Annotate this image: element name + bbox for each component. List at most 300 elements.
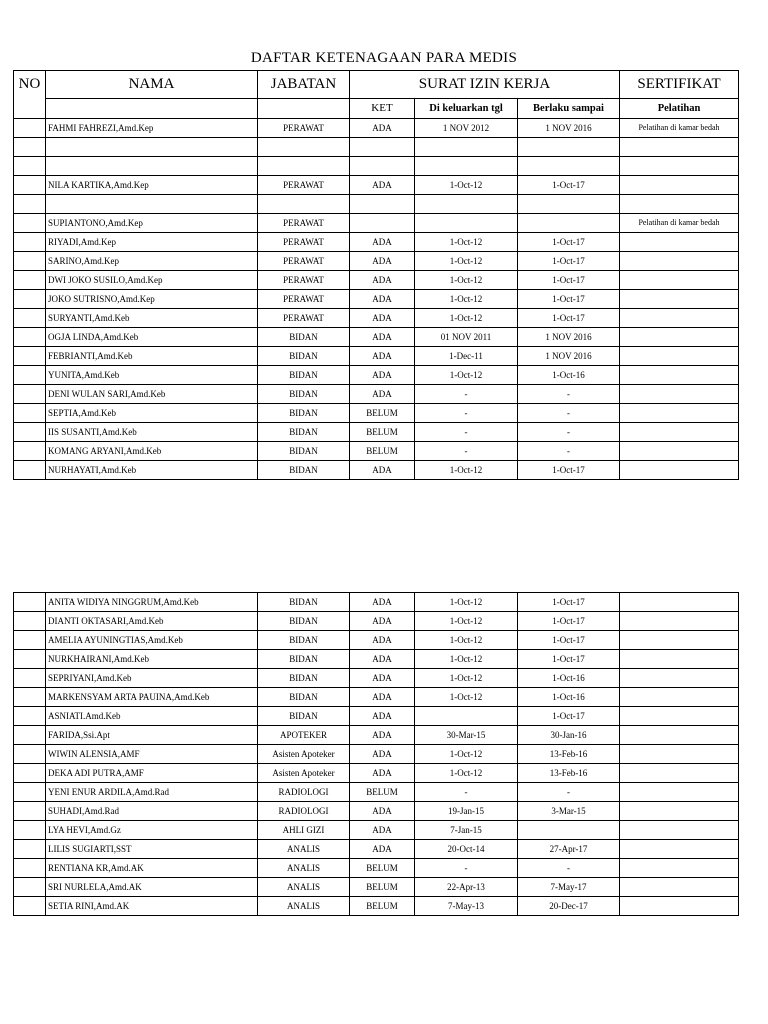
cell-berlaku: 27-Apr-17 xyxy=(518,840,620,859)
cell-dikeluarkan: 1-Oct-12 xyxy=(415,650,518,669)
table-row xyxy=(14,309,739,328)
cell-ket: ADA xyxy=(350,328,415,347)
cell-ket: ADA xyxy=(350,252,415,271)
cell-dikeluarkan: 7-Jan-15 xyxy=(415,821,518,840)
cell-sertifikat xyxy=(620,271,739,290)
cell-nama: SEPTIA,Amd.Keb xyxy=(46,404,258,423)
cell-nama: SEPRIYANI,Amd.Keb xyxy=(46,669,258,688)
cell-ket: ADA xyxy=(350,764,415,783)
table-row xyxy=(14,650,739,669)
cell-sertifikat xyxy=(620,328,739,347)
table-row xyxy=(14,404,739,423)
cell-ket: ADA xyxy=(350,271,415,290)
cell-berlaku xyxy=(518,157,620,176)
cell-berlaku: 1 NOV 2016 xyxy=(518,328,620,347)
cell-nama xyxy=(46,138,258,157)
cell-no xyxy=(14,764,46,783)
cell-berlaku xyxy=(518,195,620,214)
cell-nama: FAHMI FAHREZI,Amd.Kep xyxy=(46,119,258,138)
header-row-sub xyxy=(14,99,739,119)
cell-jabatan: BIDAN xyxy=(258,385,350,404)
cell-ket: ADA xyxy=(350,821,415,840)
cell-ket: ADA xyxy=(350,347,415,366)
cell-berlaku: 1-Oct-17 xyxy=(518,461,620,480)
table-row xyxy=(14,878,739,897)
table-row xyxy=(14,688,739,707)
cell-berlaku: 7-May-17 xyxy=(518,878,620,897)
cell-ket: ADA xyxy=(350,366,415,385)
cell-sertifikat xyxy=(620,897,739,916)
cell-jabatan: PERAWAT xyxy=(258,176,350,195)
cell-berlaku: - xyxy=(518,783,620,802)
cell-sertifikat xyxy=(620,783,739,802)
cell-sertifikat xyxy=(620,840,739,859)
cell-dikeluarkan: 1-Oct-12 xyxy=(415,252,518,271)
cell-nama: DEKA ADI PUTRA,AMF xyxy=(46,764,258,783)
cell-jabatan xyxy=(258,195,350,214)
cell-no xyxy=(14,897,46,916)
cell-ket: ADA xyxy=(350,593,415,612)
cell-jabatan: PERAWAT xyxy=(258,214,350,233)
cell-berlaku: 1-Oct-17 xyxy=(518,252,620,271)
header-row-main xyxy=(14,71,739,99)
table-row xyxy=(14,745,739,764)
header-berlaku: Berlaku sampai xyxy=(518,99,620,119)
header-nama: NAMA xyxy=(46,71,258,99)
cell-dikeluarkan: 01 NOV 2011 xyxy=(415,328,518,347)
cell-berlaku: 1-Oct-17 xyxy=(518,233,620,252)
cell-berlaku: 20-Dec-17 xyxy=(518,897,620,916)
cell-jabatan: BIDAN xyxy=(258,650,350,669)
cell-nama: SARINO,Amd.Kep xyxy=(46,252,258,271)
cell-no xyxy=(14,650,46,669)
cell-sertifikat xyxy=(620,442,739,461)
table-row xyxy=(14,157,739,176)
cell-no xyxy=(14,119,46,138)
cell-nama: SUHADI,Amd.Rad xyxy=(46,802,258,821)
cell-nama: YENI ENUR ARDILA,Amd.Rad xyxy=(46,783,258,802)
cell-berlaku: 1-Oct-17 xyxy=(518,290,620,309)
cell-dikeluarkan: - xyxy=(415,783,518,802)
cell-no xyxy=(14,669,46,688)
table-row xyxy=(14,461,739,480)
cell-sertifikat xyxy=(620,309,739,328)
cell-sertifikat xyxy=(620,385,739,404)
cell-no xyxy=(14,593,46,612)
cell-no xyxy=(14,631,46,650)
cell-no xyxy=(14,423,46,442)
cell-ket xyxy=(350,138,415,157)
cell-jabatan: PERAWAT xyxy=(258,271,350,290)
table-row xyxy=(14,726,739,745)
cell-ket: BELUM xyxy=(350,897,415,916)
cell-no xyxy=(14,707,46,726)
table-row xyxy=(14,328,739,347)
cell-jabatan: Asisten Apoteker xyxy=(258,764,350,783)
cell-sertifikat xyxy=(620,802,739,821)
cell-jabatan: PERAWAT xyxy=(258,119,350,138)
cell-dikeluarkan: - xyxy=(415,859,518,878)
cell-jabatan: BIDAN xyxy=(258,461,350,480)
cell-jabatan: BIDAN xyxy=(258,442,350,461)
cell-berlaku: 1 NOV 2016 xyxy=(518,347,620,366)
cell-ket: BELUM xyxy=(350,859,415,878)
cell-sertifikat: Pelatihan di kamar bedah xyxy=(620,214,739,233)
cell-berlaku: 1-Oct-17 xyxy=(518,707,620,726)
cell-nama: MARKENSYAM ARTA PAUINA,Amd.Keb xyxy=(46,688,258,707)
cell-no xyxy=(14,347,46,366)
cell-nama: WIWIN ALENSIA,AMF xyxy=(46,745,258,764)
cell-jabatan: PERAWAT xyxy=(258,290,350,309)
cell-berlaku: 1-Oct-17 xyxy=(518,271,620,290)
cell-nama: AMELIA AYUNINGTIAS,Amd.Keb xyxy=(46,631,258,650)
cell-dikeluarkan: 1 NOV 2012 xyxy=(415,119,518,138)
cell-sertifikat xyxy=(620,669,739,688)
table-row xyxy=(14,669,739,688)
cell-no xyxy=(14,840,46,859)
cell-ket: ADA xyxy=(350,840,415,859)
cell-jabatan: Asisten Apoteker xyxy=(258,745,350,764)
cell-sertifikat xyxy=(620,631,739,650)
cell-sertifikat xyxy=(620,821,739,840)
cell-ket: ADA xyxy=(350,631,415,650)
table-row xyxy=(14,119,739,138)
cell-no xyxy=(14,290,46,309)
cell-sertifikat xyxy=(620,593,739,612)
table-row xyxy=(14,442,739,461)
table-row xyxy=(14,385,739,404)
cell-ket: ADA xyxy=(350,650,415,669)
cell-dikeluarkan: - xyxy=(415,442,518,461)
cell-jabatan: APOTEKER xyxy=(258,726,350,745)
cell-ket xyxy=(350,157,415,176)
cell-sertifikat xyxy=(620,859,739,878)
cell-no xyxy=(14,271,46,290)
cell-no xyxy=(14,745,46,764)
cell-sertifikat xyxy=(620,612,739,631)
table-body-bottom xyxy=(14,593,739,916)
cell-nama: IIS SUSANTI,Amd.Keb xyxy=(46,423,258,442)
staff-table-bottom xyxy=(13,592,739,916)
cell-dikeluarkan: 1-Oct-12 xyxy=(415,366,518,385)
cell-berlaku: 1-Oct-16 xyxy=(518,669,620,688)
cell-no xyxy=(14,859,46,878)
cell-nama: FARIDA,Ssi.Apt xyxy=(46,726,258,745)
header-surat-izin-kerja: SURAT IZIN KERJA xyxy=(350,71,620,99)
cell-ket: BELUM xyxy=(350,878,415,897)
cell-sertifikat xyxy=(620,290,739,309)
cell-ket: ADA xyxy=(350,612,415,631)
cell-berlaku: 13-Feb-16 xyxy=(518,764,620,783)
cell-dikeluarkan: 1-Oct-12 xyxy=(415,271,518,290)
cell-ket: BELUM xyxy=(350,783,415,802)
cell-dikeluarkan: 22-Apr-13 xyxy=(415,878,518,897)
table-row xyxy=(14,859,739,878)
cell-dikeluarkan: 1-Oct-12 xyxy=(415,233,518,252)
cell-berlaku: - xyxy=(518,404,620,423)
cell-ket: ADA xyxy=(350,669,415,688)
cell-sertifikat xyxy=(620,707,739,726)
cell-nama: FEBRIANTI,Amd.Keb xyxy=(46,347,258,366)
cell-sertifikat xyxy=(620,157,739,176)
cell-nama: DENI WULAN SARI,Amd.Keb xyxy=(46,385,258,404)
table-row xyxy=(14,176,739,195)
cell-ket: ADA xyxy=(350,461,415,480)
cell-jabatan: BIDAN xyxy=(258,404,350,423)
cell-nama: SRI NURLELA,Amd.AK xyxy=(46,878,258,897)
cell-dikeluarkan: - xyxy=(415,404,518,423)
cell-nama: SETIA RINI,Amd.AK xyxy=(46,897,258,916)
cell-ket: ADA xyxy=(350,385,415,404)
cell-dikeluarkan: 1-Oct-12 xyxy=(415,669,518,688)
table-row xyxy=(14,290,739,309)
cell-no xyxy=(14,214,46,233)
cell-berlaku: 3-Mar-15 xyxy=(518,802,620,821)
cell-sertifikat xyxy=(620,366,739,385)
cell-no xyxy=(14,802,46,821)
cell-jabatan: PERAWAT xyxy=(258,252,350,271)
cell-dikeluarkan: - xyxy=(415,423,518,442)
cell-dikeluarkan xyxy=(415,214,518,233)
cell-no xyxy=(14,442,46,461)
cell-dikeluarkan: 30-Mar-15 xyxy=(415,726,518,745)
cell-dikeluarkan: 1-Oct-12 xyxy=(415,461,518,480)
cell-jabatan: ANALIS xyxy=(258,840,350,859)
cell-dikeluarkan: 7-May-13 xyxy=(415,897,518,916)
cell-nama: RIYADI,Amd.Kep xyxy=(46,233,258,252)
cell-nama: OGJA LINDA,Amd.Keb xyxy=(46,328,258,347)
cell-dikeluarkan xyxy=(415,195,518,214)
header-jabatan: JABATAN xyxy=(258,71,350,99)
table-row xyxy=(14,593,739,612)
cell-nama: YUNITA,Amd.Keb xyxy=(46,366,258,385)
table-row xyxy=(14,631,739,650)
header-dikeluarkan: Di keluarkan tgl xyxy=(415,99,518,119)
cell-jabatan: BIDAN xyxy=(258,328,350,347)
cell-sertifikat xyxy=(620,650,739,669)
cell-nama: NURHAYATI,Amd.Keb xyxy=(46,461,258,480)
cell-sertifikat xyxy=(620,423,739,442)
cell-no xyxy=(14,138,46,157)
cell-nama: RENTIANA KR,Amd.AK xyxy=(46,859,258,878)
cell-sertifikat xyxy=(620,764,739,783)
cell-nama: LILIS SUGIARTI,SST xyxy=(46,840,258,859)
cell-sertifikat xyxy=(620,233,739,252)
cell-berlaku: 30-Jan-16 xyxy=(518,726,620,745)
cell-sertifikat xyxy=(620,878,739,897)
cell-jabatan: AHLI GIZI xyxy=(258,821,350,840)
cell-ket: ADA xyxy=(350,688,415,707)
cell-berlaku: 1-Oct-17 xyxy=(518,650,620,669)
cell-ket: BELUM xyxy=(350,423,415,442)
cell-dikeluarkan: 1-Oct-12 xyxy=(415,176,518,195)
cell-jabatan: BIDAN xyxy=(258,669,350,688)
cell-jabatan: BIDAN xyxy=(258,631,350,650)
cell-no xyxy=(14,783,46,802)
cell-nama: JOKO SUTRISNO,Amd.Kep xyxy=(46,290,258,309)
cell-ket: ADA xyxy=(350,707,415,726)
cell-sertifikat: Pelatihan di kamar bedah xyxy=(620,119,739,138)
cell-dikeluarkan: - xyxy=(415,385,518,404)
cell-jabatan: BIDAN xyxy=(258,366,350,385)
cell-no xyxy=(14,309,46,328)
table-row xyxy=(14,423,739,442)
cell-ket: ADA xyxy=(350,802,415,821)
cell-no xyxy=(14,878,46,897)
cell-no xyxy=(14,328,46,347)
cell-no xyxy=(14,726,46,745)
cell-nama: LYA HEVI,Amd.Gz xyxy=(46,821,258,840)
table-row xyxy=(14,840,739,859)
cell-jabatan: BIDAN xyxy=(258,707,350,726)
cell-dikeluarkan: 1-Oct-12 xyxy=(415,631,518,650)
cell-berlaku: - xyxy=(518,385,620,404)
cell-berlaku xyxy=(518,138,620,157)
cell-jabatan: BIDAN xyxy=(258,688,350,707)
cell-no xyxy=(14,233,46,252)
cell-nama: SUPIANTONO,Amd.Kep xyxy=(46,214,258,233)
table-row xyxy=(14,233,739,252)
cell-sertifikat xyxy=(620,252,739,271)
cell-berlaku: 1-Oct-17 xyxy=(518,593,620,612)
cell-sertifikat xyxy=(620,176,739,195)
header-pelatihan: Pelatihan xyxy=(620,99,739,119)
cell-jabatan: ANALIS xyxy=(258,897,350,916)
cell-jabatan: RADIOLOGI xyxy=(258,802,350,821)
cell-sertifikat xyxy=(620,347,739,366)
cell-jabatan: BIDAN xyxy=(258,347,350,366)
cell-ket: ADA xyxy=(350,745,415,764)
cell-no xyxy=(14,612,46,631)
cell-sertifikat xyxy=(620,195,739,214)
cell-no xyxy=(14,404,46,423)
cell-sertifikat xyxy=(620,726,739,745)
cell-no xyxy=(14,195,46,214)
cell-no xyxy=(14,821,46,840)
cell-berlaku: - xyxy=(518,442,620,461)
cell-dikeluarkan: 1-Oct-12 xyxy=(415,745,518,764)
cell-ket: ADA xyxy=(350,726,415,745)
cell-dikeluarkan: 1-Oct-12 xyxy=(415,612,518,631)
cell-nama: NILA KARTIKA,Amd.Kep xyxy=(46,176,258,195)
cell-nama: DIANTI OKTASARI,Amd.Keb xyxy=(46,612,258,631)
cell-ket: ADA xyxy=(350,176,415,195)
cell-berlaku: 1 NOV 2016 xyxy=(518,119,620,138)
cell-jabatan: PERAWAT xyxy=(258,309,350,328)
cell-berlaku: 1-Oct-17 xyxy=(518,309,620,328)
table-row xyxy=(14,271,739,290)
table-row xyxy=(14,195,739,214)
table-row xyxy=(14,821,739,840)
cell-jabatan: ANALIS xyxy=(258,859,350,878)
table-row xyxy=(14,214,739,233)
cell-berlaku: 1-Oct-17 xyxy=(518,176,620,195)
cell-berlaku xyxy=(518,214,620,233)
cell-ket: BELUM xyxy=(350,442,415,461)
cell-dikeluarkan: 1-Oct-12 xyxy=(415,688,518,707)
table-row xyxy=(14,802,739,821)
cell-no xyxy=(14,176,46,195)
cell-sertifikat xyxy=(620,404,739,423)
cell-dikeluarkan: 20-Oct-14 xyxy=(415,840,518,859)
cell-dikeluarkan: 1-Dec-11 xyxy=(415,347,518,366)
cell-jabatan: PERAWAT xyxy=(258,233,350,252)
cell-jabatan xyxy=(258,138,350,157)
cell-berlaku: 1-Oct-17 xyxy=(518,631,620,650)
cell-dikeluarkan: 1-Oct-12 xyxy=(415,290,518,309)
header-jabatan-sub xyxy=(258,99,350,119)
cell-jabatan: ANALIS xyxy=(258,878,350,897)
cell-berlaku: - xyxy=(518,423,620,442)
table-body-top xyxy=(14,119,739,480)
cell-nama: NURKHAIRANI,Amd.Keb xyxy=(46,650,258,669)
cell-sertifikat xyxy=(620,745,739,764)
cell-ket xyxy=(350,214,415,233)
cell-dikeluarkan: 1-Oct-12 xyxy=(415,764,518,783)
cell-berlaku: 1-Oct-16 xyxy=(518,366,620,385)
cell-nama: KOMANG ARYANI,Amd.Keb xyxy=(46,442,258,461)
cell-berlaku: 1-Oct-16 xyxy=(518,688,620,707)
cell-dikeluarkan: 1-Oct-12 xyxy=(415,593,518,612)
header-ket: KET xyxy=(350,99,415,119)
cell-no xyxy=(14,385,46,404)
cell-no xyxy=(14,252,46,271)
cell-jabatan: RADIOLOGI xyxy=(258,783,350,802)
cell-no xyxy=(14,157,46,176)
cell-jabatan: BIDAN xyxy=(258,423,350,442)
cell-no xyxy=(14,688,46,707)
cell-sertifikat xyxy=(620,461,739,480)
cell-no xyxy=(14,366,46,385)
cell-sertifikat xyxy=(620,688,739,707)
cell-dikeluarkan: 19-Jan-15 xyxy=(415,802,518,821)
cell-no xyxy=(14,461,46,480)
cell-jabatan: BIDAN xyxy=(258,593,350,612)
cell-jabatan xyxy=(258,157,350,176)
cell-ket: ADA xyxy=(350,290,415,309)
cell-nama: SURYANTI,Amd.Keb xyxy=(46,309,258,328)
cell-ket: ADA xyxy=(350,309,415,328)
header-no: NO xyxy=(14,71,46,119)
cell-nama: ASNIATI.Amd.Keb xyxy=(46,707,258,726)
cell-ket xyxy=(350,195,415,214)
header-nama-sub xyxy=(46,99,258,119)
table-row xyxy=(14,366,739,385)
cell-berlaku: - xyxy=(518,859,620,878)
cell-ket: ADA xyxy=(350,233,415,252)
table-row xyxy=(14,783,739,802)
cell-dikeluarkan xyxy=(415,138,518,157)
document-title: DAFTAR KETENAGAAN PARA MEDIS xyxy=(250,50,518,66)
cell-nama: DWI JOKO SUSILO,Amd.Kep xyxy=(46,271,258,290)
table-row xyxy=(14,897,739,916)
cell-ket: ADA xyxy=(350,119,415,138)
cell-nama xyxy=(46,157,258,176)
header-sertifikat: SERTIFIKAT xyxy=(620,71,739,99)
table-row xyxy=(14,707,739,726)
cell-dikeluarkan: 1-Oct-12 xyxy=(415,309,518,328)
table-row xyxy=(14,138,739,157)
cell-dikeluarkan xyxy=(415,157,518,176)
cell-ket: BELUM xyxy=(350,404,415,423)
cell-nama: ANITA WIDIYA NINGGRUM,Amd.Keb xyxy=(46,593,258,612)
cell-berlaku: 13-Feb-16 xyxy=(518,745,620,764)
table-row xyxy=(14,347,739,366)
table-row xyxy=(14,612,739,631)
cell-nama xyxy=(46,195,258,214)
table-row xyxy=(14,764,739,783)
cell-dikeluarkan xyxy=(415,707,518,726)
